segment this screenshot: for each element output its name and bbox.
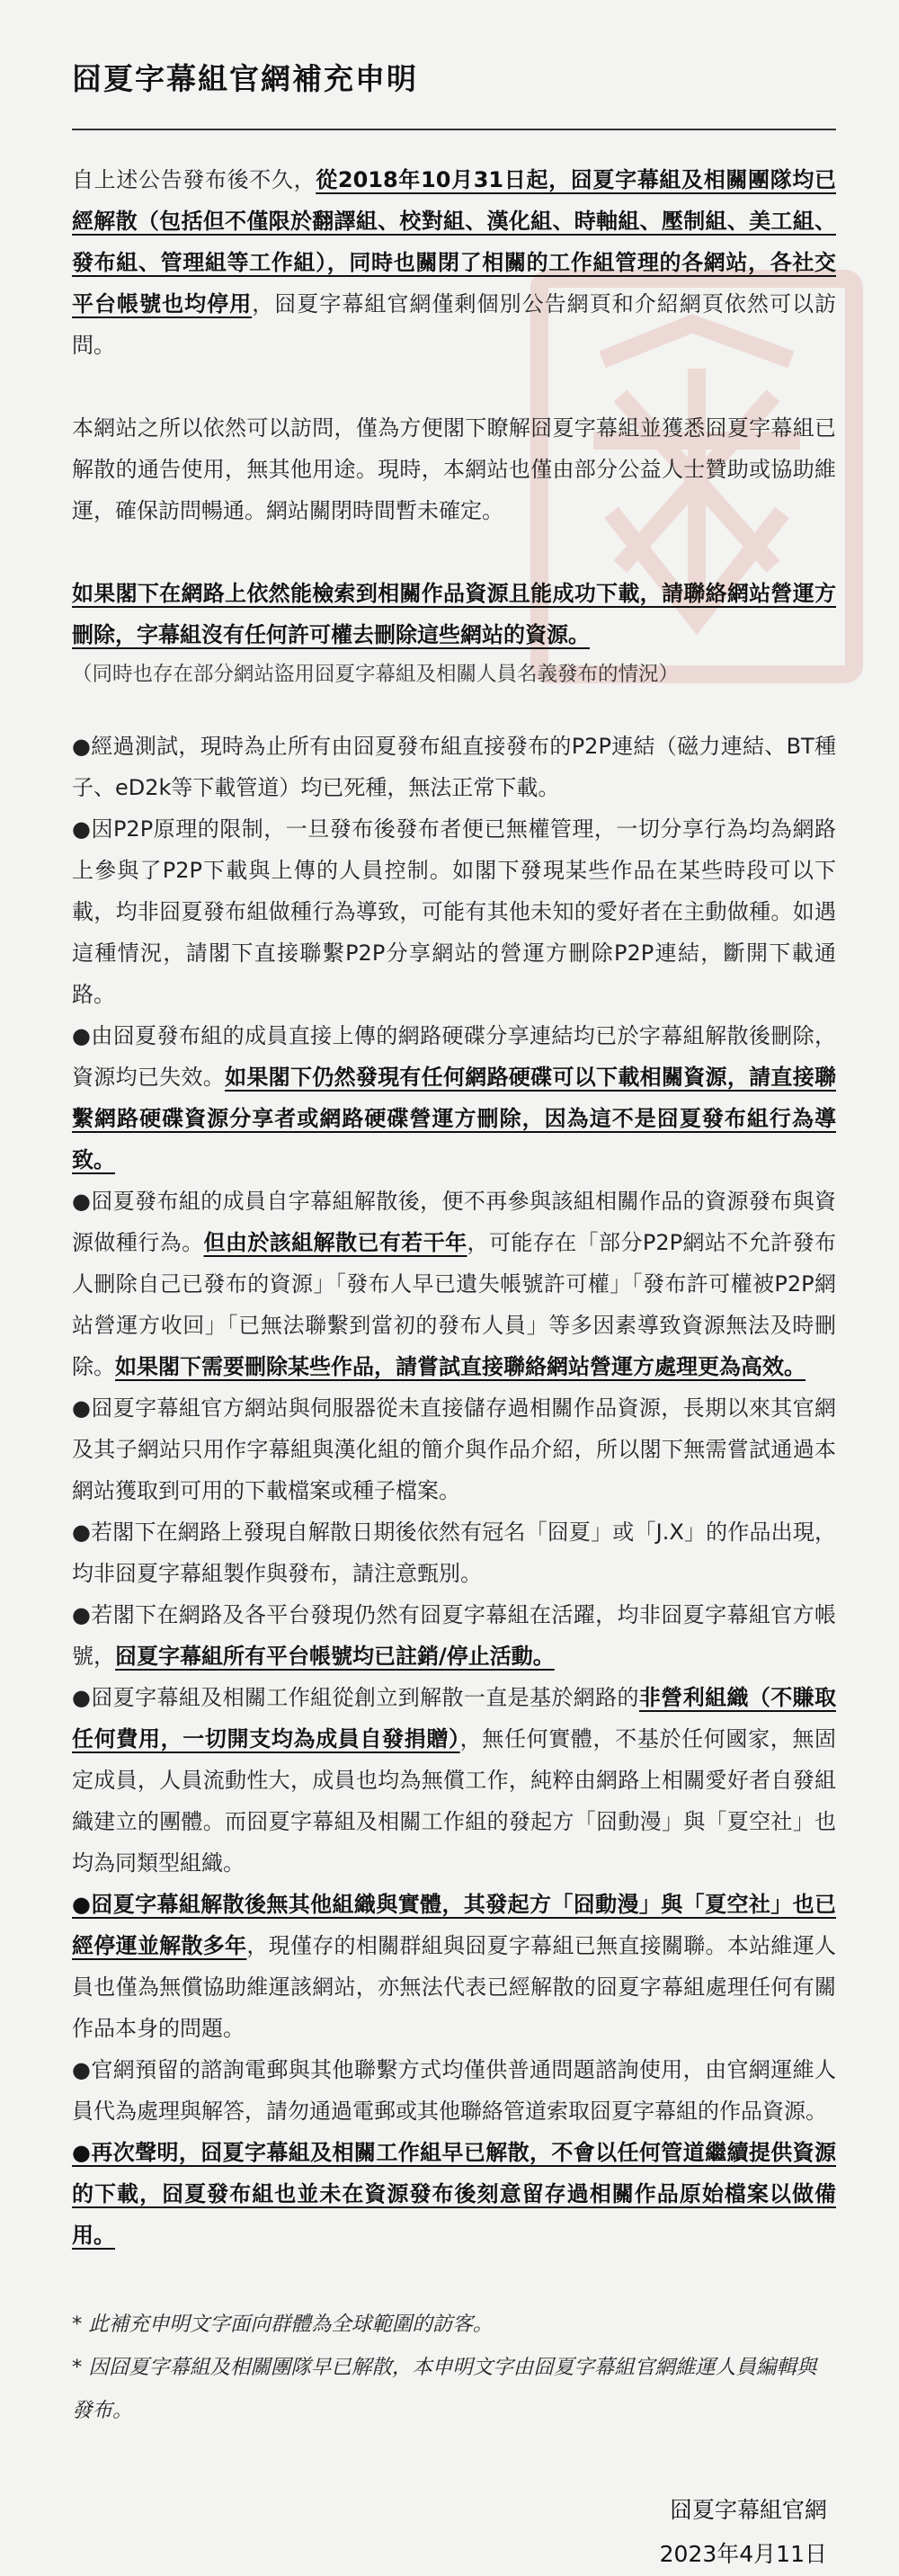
text-run: ●囧夏字幕組及相關工作組從創立到解散一直是基於網路的 — [72, 1685, 639, 1710]
bullet-item — [72, 1181, 836, 1387]
bullet-item — [72, 1387, 836, 1511]
text-run: ，可能存在「部分P2P網站不允許發布人刪除自己已發布的資源」「發布人早已遺失帳號許可權」「發布許可權被P2P網站營運方收回」「已無法聯繫到當初的發布人員」等多因素導致資源無法及時刪除。 — [72, 1230, 837, 1379]
signature-org: 囧夏字幕組官網 — [669, 2497, 827, 2523]
bullet-list — [72, 726, 836, 2256]
bullet-item — [72, 1015, 836, 1181]
intro-paragraph — [72, 159, 836, 366]
emphasized-text: ●再次聲明，囧夏字幕組及相關工作組早已解散，不會以任何管道繼續提供資源的下載，囧夏發布組也並未在資源發布後刻意留存過相關作品原始檔案以做備用。 — [72, 2140, 836, 2248]
text-run: ●若閣下在網路上發現自解散日期後依然有冠名「囧夏」或「J.X」的作品出現，均非囧夏字幕組製作與發布，請注意甄別。 — [72, 1520, 836, 1586]
text-run: ●因P2P原理的限制，一旦發布後發布者便已無權管理，一切分享行為均為網路上參與了P2P下載與上傳的人員控制。如閣下發現某些作品在某些時段可以下載，均非囧夏發布組做種行為導致，可能有其他未知的愛好者在主動做種。如遇這種情況，請閣下直接聯繫P2P分享網站的營運方刪除P2P連結，斷開下載通路。 — [72, 816, 836, 1007]
emphasized-text: 非營利組織（不賺取任何費用，一切開支均為成員自發捐贈） — [72, 1685, 836, 1752]
bullet-item — [72, 1594, 836, 1677]
emphasized-text: 如果閣下仍然發現有任何網路硬碟可以下載相關資源，請直接聯繫網路硬碟資源分享者或網路硬碟營運方刪除，因為這不是囧夏發布組行為導致。 — [72, 1065, 837, 1172]
removal-paragraph — [72, 573, 836, 655]
text-run: ●官網預留的諮詢電郵與其他聯繫方式均僅供普通問題諮詢使用，由官網運維人員代為處理與解答，請勿通過電郵或其他聯絡管道索取囧夏字幕組的作品資源。 — [72, 2057, 836, 2124]
text-run: ，囧夏字幕組官網僅剩個別公告網頁和介紹網頁依然可以訪問。 — [72, 291, 837, 358]
emphasized-text: 囧夏字幕組所有平台帳號均已註銷/停止活動。 — [115, 1644, 555, 1669]
footnote: * 因囧夏字幕組及相關團隊早已解散，本申明文字由囧夏字幕組官網維運人員編輯與發布。 — [72, 2356, 817, 2422]
emphasized-text: ●囧夏字幕組解散後無其他組織與實體，其發起方「囧動漫」與「夏空社」也已經停運並解散多年 — [72, 1892, 836, 1958]
access-paragraph: 本網站之所以依然可以訪問，僅為方便閣下瞭解囧夏字幕組並獲悉囧夏字幕組已解散的通告使用，無其他用途。現時，本網站也僅由部分公益人士贊助或協助維運，確保訪問暢通。網站關閉時間暫未確定。 — [72, 415, 836, 523]
text-run: ●囧夏發布組的成員自字幕組解散後，便不再參與該組相關作品的資源發布與資源做種行為。 — [72, 1189, 836, 1255]
text-run: ●囧夏字幕組官方網站與伺服器從未直接儲存過相關作品資源，長期以來其官網及其子網站只用作字幕組與漢化組的簡介與作品介紹，所以閣下無需嘗試通過本網站獲取到可用的下載檔案或種子檔案。 — [72, 1395, 836, 1503]
bullet-item — [72, 2049, 836, 2132]
text-run: ，現僅存的相關群組與囧夏字幕組已無直接關聯。本站維運人員也僅為無償協助維運該網站，亦無法代表已經解散的囧夏字幕組處理任何有關作品本身的問題。 — [72, 1933, 837, 2041]
removal-note: （同時也存在部分網站盜用囧夏字幕組及相關人員名義發布的情況） — [72, 663, 680, 686]
text-run: ●由囧夏發布組的成員直接上傳的網路硬碟分享連結均已於字幕組解散後刪除，資源均已失效。 — [72, 1023, 836, 1090]
title-divider — [72, 129, 836, 130]
signature-block — [72, 2488, 836, 2576]
emphasized-text: 如果閣下需要刪除某些作品，請嘗試直接聯絡網站營運方處理更為高效。 — [115, 1354, 806, 1379]
footnote: * 此補充申明文字面向群體為全球範圍的訪客。 — [72, 2313, 494, 2336]
bullet-item — [72, 1511, 836, 1594]
text-run: ●若閣下在網路及各平台發現仍然有囧夏字幕組在活躍，均非囧夏字幕組官方帳號， — [72, 1602, 836, 1669]
bullet-item — [72, 2132, 836, 2256]
bullet-item — [72, 1677, 836, 1884]
text-run: ●經過測試，現時為止所有由囧夏發布組直接發布的P2P連結（磁力連結、BT種子、eD2k等下載管道）均已死種，無法正常下載。 — [72, 734, 836, 800]
bullet-item — [72, 726, 836, 808]
emphasized-text: 但由於該組解散已有若干年 — [203, 1230, 467, 1255]
removal-statement: 如果閣下在網路上依然能檢索到相關作品資源且能成功下載，請聯絡網站營運方刪除，字幕組沒有任何許可權去刪除這些網站的資源。 — [72, 581, 836, 647]
emphasized-text: 從2018年10月31日起，囧夏字幕組及相關團隊均已經解散（包括但不僅限於翻譯組、校對組、漢化組、時軸組、壓制組、美工組、發布組、管理組等工作組），同時也關閉了相關的工作組管理的各網站，各社交平台帳號也均停用 — [72, 167, 837, 316]
footnotes — [72, 2303, 836, 2432]
bullet-item — [72, 808, 836, 1015]
signature-date: 2023年4月11日 — [659, 2541, 827, 2567]
page-title: 囧夏字幕組官網補充申明 — [72, 61, 418, 96]
text-run: 自上述公告發布後不久， — [72, 167, 316, 192]
text-run: ，無任何實體，不基於任何國家，無固定成員，人員流動性大，成員也均為無償工作，純粹由網路上相關愛好者自發組織建立的團體。而囧夏字幕組及相關工作組的發起方「囧動漫」與「夏空社」也均為同類型組織。 — [72, 1726, 837, 1876]
bullet-item — [72, 1884, 836, 2049]
